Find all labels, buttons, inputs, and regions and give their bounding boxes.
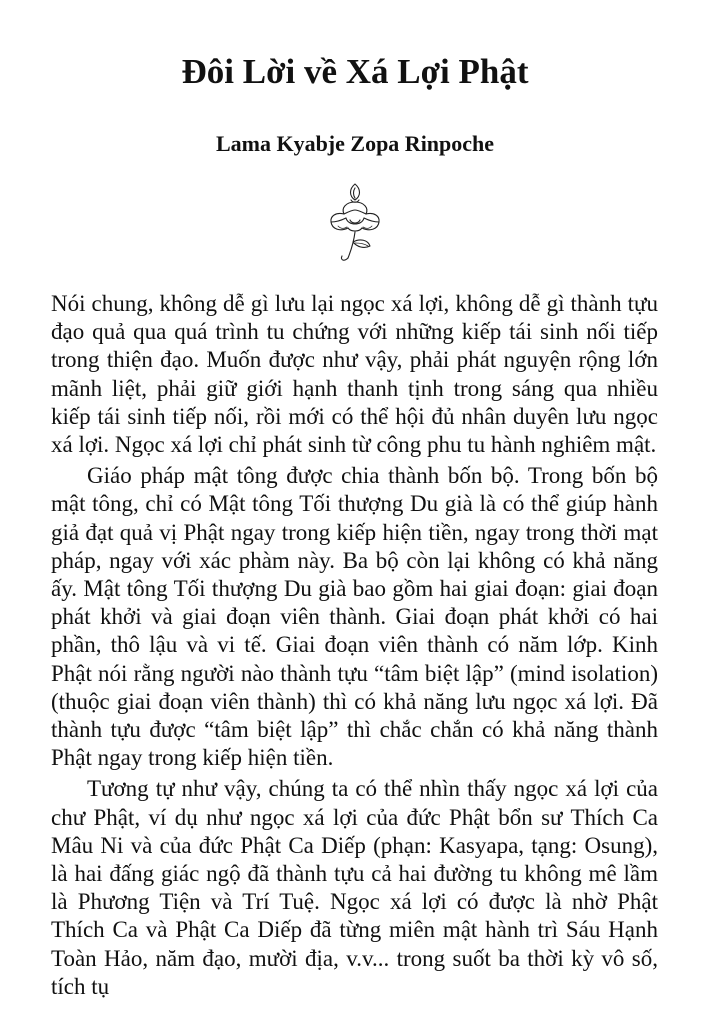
body-text <box>51 290 658 1001</box>
paragraph: Nói chung, không dễ gì lưu lại ngọc xá lợi, không dễ gì thành tựu đạo quả qua quá trình tu chứng với những kiếp tái sinh nối tiếp trong thiện đạo. Muốn được như vậy, phải phát nguyện rộng lớn mãnh liệt, phải giữ giới hạnh thanh tịnh trong sáng qua nhiều kiếp tái sinh tiếp nối, rồi mới có thể hội đủ nhân duyên lưu ngọc xá lợi. Ngọc xá lợi chỉ phát sinh từ công phu tu hành nghiêm mật. <box>51 291 658 458</box>
paragraph: Tương tự như vậy, chúng ta có thể nhìn thấy ngọc xá lợi của chư Phật, ví dụ như ngọc xá lợi của đức Phật bổn sư Thích Ca Mâu Ni và của đức Phật Ca Diếp (phạn: Kasyapa, tạng: Osung), là hai đấng giác ngộ đã thành tựu cả hai đường tu không mê lầm là Phương Tiện và Trí Tuệ. Ngọc xá lợi có được là nhờ Phật Thích Ca và Phật Ca Diếp đã từng miên mật hành trì Sáu Hạnh Toàn Hảo, năm đạo, mười địa, v.v... trong suốt ba thời kỳ vô số, tích tụ <box>51 776 658 999</box>
paragraph: Giáo pháp mật tông được chia thành bốn bộ. Trong bốn bộ mật tông, chỉ có Mật tông Tối thượng Du già là có thể giúp hành giả đạt quả vị Phật ngay trong kiếp hiện tiền, ngay trong thời mạt pháp, ngay với xác phàm này. Ba bộ còn lại không có khả năng ấy. Mật tông Tối thượng Du già bao gồm hai giai đoạn: giai đoạn phát khởi và giai đoạn viên thành. Giai đoạn phát khởi có hai phần, thô lậu và vi tế. Giai đoạn viên thành có năm lớp. Kinh Phật nói rằng người nào thành tựu “tâm biệt lập” (mind isolation) (thuộc giai đoạn viên thành) thì có khả năng lưu ngọc xá lợi. Đã thành tựu được “tâm biệt lập” thì chắc chắn có khả năng thành Phật ngay trong kiếp hiện tiền. <box>51 463 658 771</box>
lotus-flower-ornament-icon <box>322 180 388 266</box>
page-title: Đôi Lời về Xá Lợi Phật <box>181 52 529 91</box>
author-name: Lama Kyabje Zopa Rinpoche <box>215 131 495 156</box>
